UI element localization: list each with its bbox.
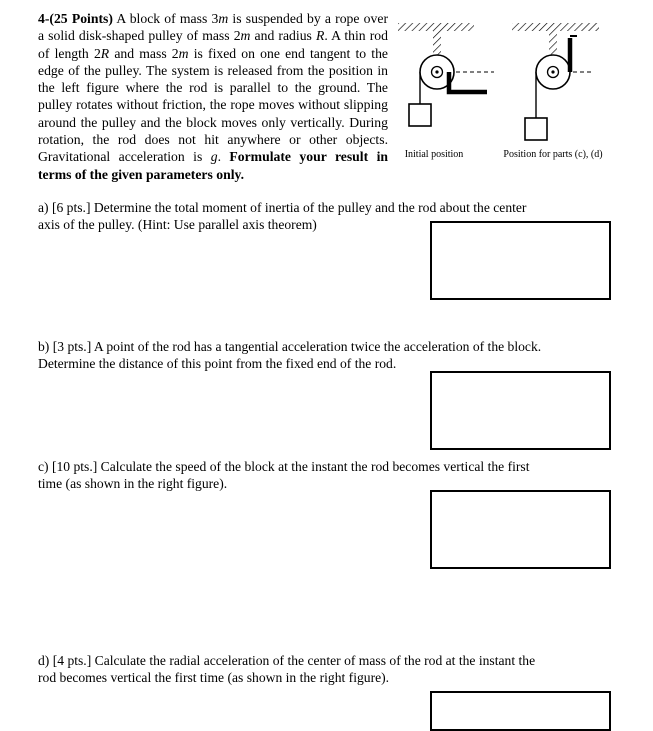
part-c-line-2: time (as shown in the right figure). <box>38 476 228 492</box>
block-right <box>525 118 547 140</box>
part-c-line-1: c) [10 pts.] Calculate the speed of the block at the instant the rod becomes vertical the first <box>38 459 530 474</box>
ceiling-hatch-left <box>398 23 474 31</box>
part-b-text <box>38 338 541 373</box>
pulley-axle-right <box>551 70 554 73</box>
part-c-text <box>38 458 529 493</box>
figures <box>393 14 643 166</box>
pulley-axle-left <box>435 70 438 73</box>
ceiling-hatch-right <box>512 23 599 31</box>
part-a-line-1: a) [6 pts.] Determine the total moment of inertia of the pulley and the rod about the center <box>38 200 527 215</box>
part-d-line-2: rod becomes vertical the first time (as shown in the right figure). <box>38 670 390 686</box>
answer-box-b[interactable] <box>430 371 611 450</box>
caption-initial: Initial position <box>404 149 464 160</box>
part-b-line-1: b) [3 pts.] A point of the rod has a tangential acceleration twice the acceleration of the block. <box>38 339 542 354</box>
answer-box-a[interactable] <box>430 221 611 300</box>
problem-statement: 4-(25 Points) A block of mass 3m is suspended by a rope over a solid disk-shaped pulley of mass 2m and radius R. A thin rod of length 2R and mass 2m is fixed on one end tangent to the edge of the pulley. The system is released from the position in the left figure where the rod is parallel to the ground. The pulley rotates without friction, the rope moves without slipping around the pulley and the block moves only vertically. During rotation, the rod does not hit anywhere or other objects. Gravitational acceleration is g. Formulate your result in terms of the given parameters only. <box>38 11 389 182</box>
block-left <box>409 104 431 126</box>
caption-final: Position for parts (c), (d) <box>503 149 603 160</box>
part-b-line-2: Determine the distance of this point from the fixed end of the rod. <box>38 356 397 372</box>
answer-box-d[interactable] <box>430 691 611 731</box>
part-d-line-1: d) [4 pts.] Calculate the radial acceleration of the center of mass of the rod at the instant the <box>38 653 536 668</box>
figure-initial <box>398 23 494 126</box>
part-d-text <box>38 652 535 687</box>
figure-final <box>512 23 599 140</box>
part-a-line-2: axis of the pulley. (Hint: Use parallel axis theorem) <box>38 217 317 233</box>
rod-initial <box>449 72 487 92</box>
answer-box-c[interactable] <box>430 490 611 569</box>
